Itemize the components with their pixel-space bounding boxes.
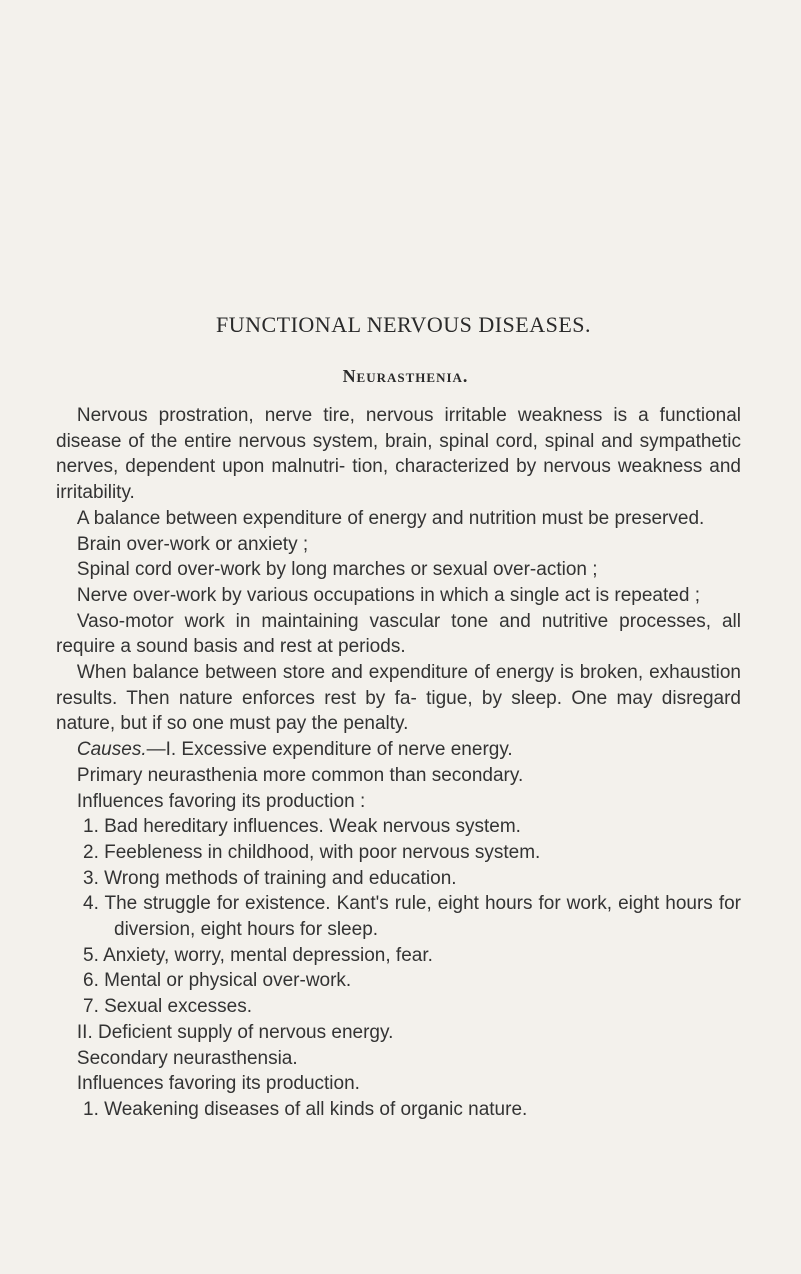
balance-paragraph: A balance between expenditure of energy and nutrition must be preserved. xyxy=(76,507,705,529)
causes-text: —I. Excessive expenditure of nerve energy. xyxy=(146,739,513,761)
list-item: 4. The struggle for existence. Kant's rule, eight hours for work, eight hours for diversion, eight hours for sleep. xyxy=(83,893,741,941)
secondary-line: Secondary neurasthensia. xyxy=(76,1047,298,1069)
primary-line: Primary neurasthenia more common than secondary. xyxy=(76,764,524,786)
vaso-paragraph: Vaso-motor work in maintaining vascular tone and nutritive processes, all require a sound basis and rest at periods. xyxy=(56,610,741,658)
list-item: 3. Wrong methods of training and education. xyxy=(83,867,457,889)
deficient-line: II. Deficient supply of nervous energy. xyxy=(76,1021,394,1043)
list-item: 7. Sexual excesses. xyxy=(83,996,252,1018)
definition-paragraph: Nervous prostration, nerve tire, nervous irritable weakness is a functional disease of the entire nervous system, brain, spinal cord, spinal and sympathetic nerves, dependent upon malnutri- tion, characterized by nervous weakness and irritability. xyxy=(56,405,741,504)
influences-heading-2: Influences favoring its production. xyxy=(76,1073,360,1095)
list-item: 1. Weakening diseases of all kinds of organic nature. xyxy=(83,1098,528,1120)
causes-label: Causes. xyxy=(76,739,147,761)
list-item: 6. Mental or physical over-work. xyxy=(83,970,352,992)
list-item: 2. Feebleness in childhood, with poor nervous system. xyxy=(83,841,541,863)
spinal-line: Spinal cord over-work by long marches or sexual over-action ; xyxy=(76,559,598,581)
page-title: FUNCTIONAL NERVOUS DISEASES. xyxy=(215,312,592,337)
brain-line: Brain over-work or anxiety ; xyxy=(76,533,309,555)
nerve-line: Nerve over-work by various occupations in which a single act is repeated ; xyxy=(76,584,700,606)
influences-heading-1: Influences favoring its production : xyxy=(76,790,366,812)
causes-line xyxy=(56,737,741,763)
section-heading: Neurasthenia. xyxy=(342,366,469,386)
when-balance-paragraph: When balance between store and expenditure of energy is broken, exhaustion results. Then nature enforces rest by fa- tigue, by sleep. One may disregard nature, but if so one must pay the penalty. xyxy=(56,662,741,735)
list-item: 1. Bad hereditary influences. Weak nervous system. xyxy=(83,816,521,838)
list-item: 5. Anxiety, worry, mental depression, fear. xyxy=(83,944,433,966)
body-text xyxy=(56,403,741,1123)
